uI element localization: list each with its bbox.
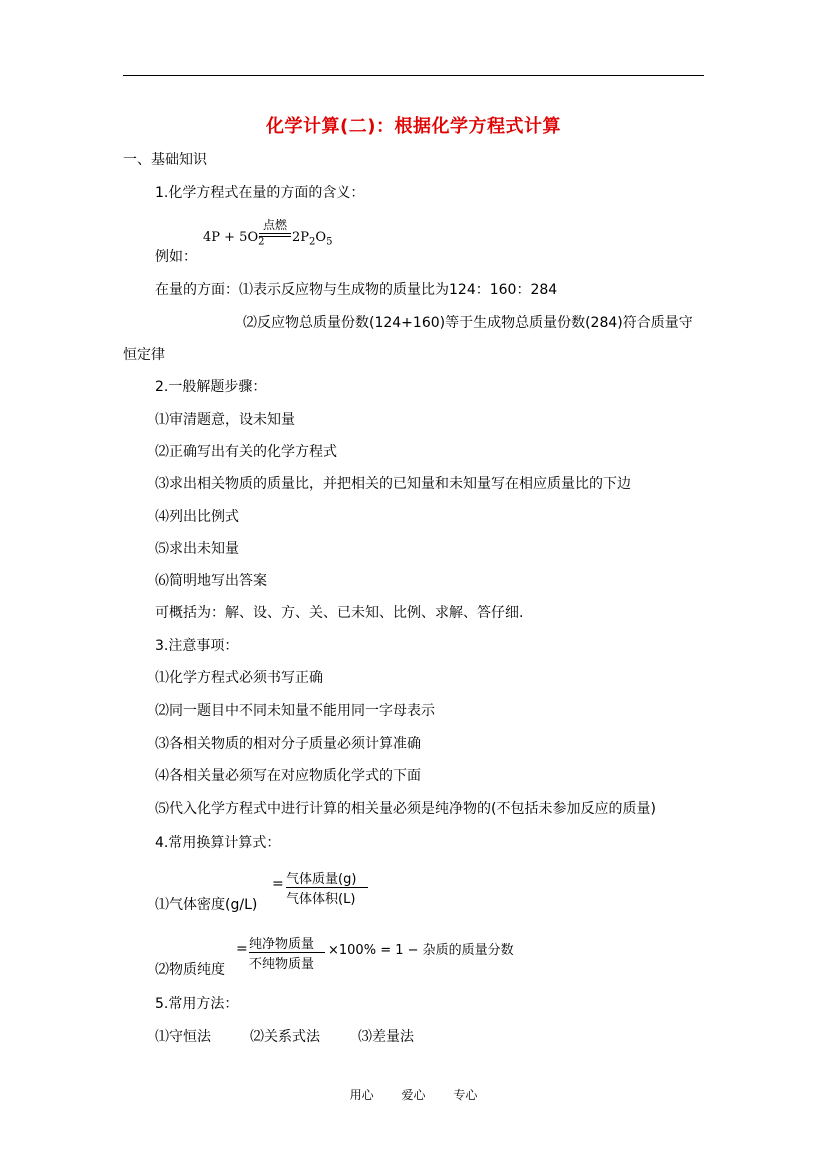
purity-tail: ×100% = 1 − 杂质的质量分数 [328,943,514,958]
purity-denominator: 不纯物质量 [249,957,315,972]
heading-equation-meaning: 1.化学方程式在量的方面的含义： [155,185,365,201]
density-denominator: 气体体积(L) [286,892,356,907]
footer-text: 专心 [453,1088,478,1102]
purity-numerator: 纯净物质量 [249,937,315,952]
heading-methods: 5.常用方法： [155,996,239,1012]
header-rule [123,75,704,76]
density-equals: = [272,876,284,892]
note-item: ⑷各相关量必须写在对应物质化学式的下面 [155,768,421,784]
note-item: ⑶各相关物质的相对分子质量必须计算准确 [155,736,421,752]
method-item: ⑴守恒法 [155,1029,211,1045]
density-numerator: 气体质量(g) [286,872,357,887]
step-item: ⑷列出比例式 [155,509,239,525]
equation-sub-3: 5 [326,236,333,248]
section-heading-basics: 一、基础知识 [123,152,207,168]
equation-left: 4P + 5O [203,230,259,245]
purity-fraction [249,933,325,972]
footer-text: 用心 [349,1088,374,1102]
note-item: ⑴化学方程式必须书写正确 [155,670,323,686]
purity-equals: = [236,941,248,957]
equation-right-mid: O [315,230,327,245]
quantity-meaning-1: 在量的方面：⑴表示反应物与生成物的质量比为124：160：284 [155,282,558,298]
heading-notes: 3.注意事项： [155,638,239,654]
footer-text: 爱心 [401,1088,426,1102]
density-label: ⑴气体密度(g/L) [155,897,258,913]
equation-condition: 点燃 [262,218,287,232]
page-footer [0,1086,827,1103]
example-label: 例如： [155,249,197,265]
method-item: ⑵关系式法 [250,1029,320,1045]
page-title: 化学计算(二)：根据化学方程式计算 [266,116,561,137]
equation-sub-2: 2 [309,236,316,248]
heading-formulas: 4.常用换算计算式： [155,835,281,851]
quantity-meaning-2: ⑵反应物总质量份数(124+160)等于生成物总质量份数(284)符合质量守 [243,315,693,331]
density-fraction [286,868,368,907]
equation-sub-1: 2 [258,236,265,248]
step-item: ⑸求出未知量 [155,541,239,557]
equation-arrow [259,233,291,237]
method-item: ⑶差量法 [358,1029,414,1045]
steps-summary: 可概括为：解、设、方、关、已未知、比例、求解、答仔细. [155,605,524,621]
step-item: ⑵正确写出有关的化学方程式 [155,444,337,460]
heading-solving-steps: 2.一般解题步骤： [155,379,267,395]
step-item: ⑴审清题意，设未知量 [155,412,295,428]
step-item: ⑶求出相关物质的质量比，并把相关的已知量和未知量写在相应质量比的下边 [155,476,631,492]
note-item: ⑵同一题目中不同未知量不能用同一字母表示 [155,703,435,719]
note-item: ⑸代入化学方程式中进行计算的相关量必须是纯净物的(不包括未参加反应的质量) [155,801,656,817]
purity-label: ⑵物质纯度 [155,962,225,978]
quantity-meaning-2-cont: 恒定律 [123,347,165,363]
step-item: ⑹简明地写出答案 [155,573,267,589]
equation-right-pre: 2P [292,230,310,245]
